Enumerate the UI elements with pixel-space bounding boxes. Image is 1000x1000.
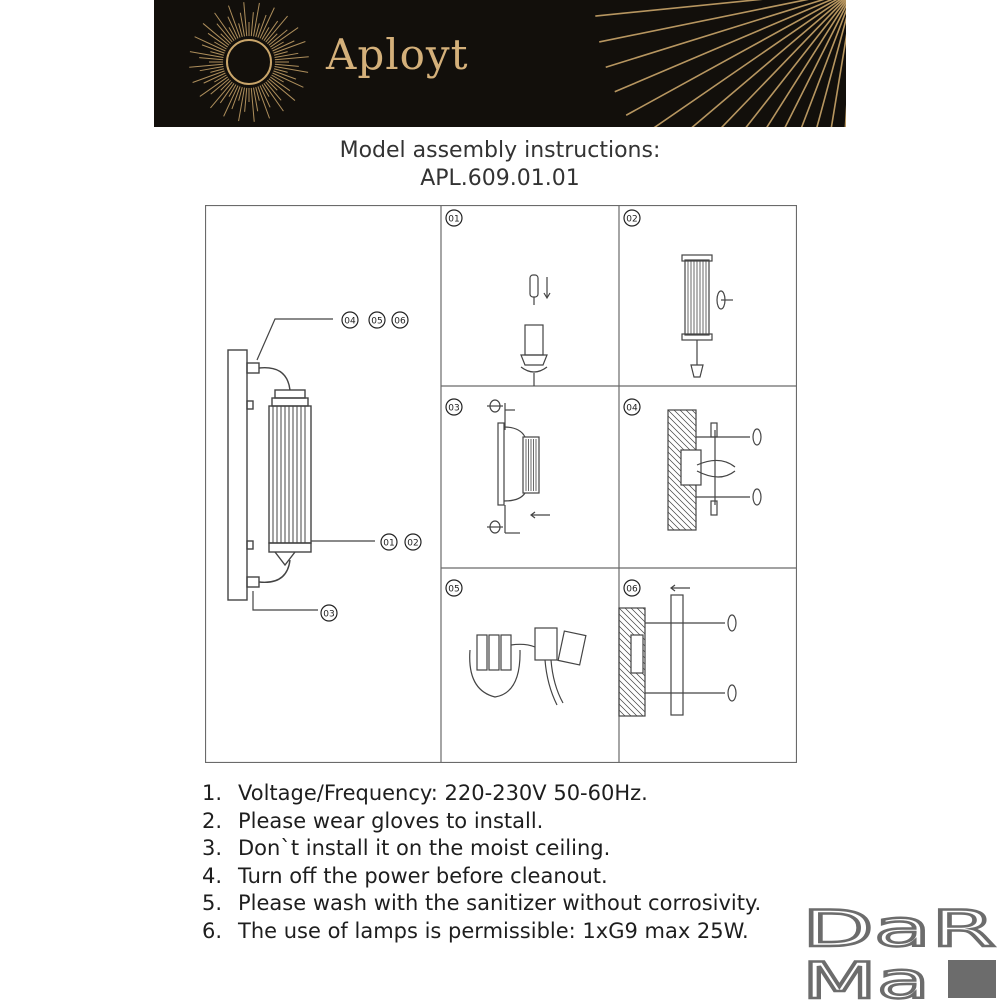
wall-hatch (668, 518, 680, 530)
callout-label: 04 (344, 316, 356, 327)
sun-ray (251, 88, 254, 122)
wall-hatch (686, 410, 696, 420)
corner-ray (761, 0, 846, 127)
instruction-item (202, 918, 761, 946)
step-number: 02 (626, 214, 638, 225)
sun-ray (264, 83, 284, 111)
callout-bottom (321, 605, 337, 621)
step-number: 05 (448, 584, 460, 595)
sun-ray (275, 64, 299, 66)
wall-hatch (668, 524, 674, 530)
sun-ray (244, 2, 247, 36)
instruction-item (202, 890, 761, 918)
callout-middle (381, 534, 421, 550)
wall-hatch (619, 704, 631, 716)
corner-ray (640, 0, 846, 127)
instructions-list (202, 780, 761, 945)
instruction-number: 6. (202, 918, 223, 943)
assembly-diagram (205, 205, 797, 763)
instruction-item (202, 780, 761, 808)
sunburst-decoration (154, 0, 846, 127)
sun-ray (254, 3, 260, 36)
wall-hatch (668, 500, 696, 528)
corner-ray (737, 0, 846, 127)
callout-label: 06 (394, 316, 406, 327)
instruction-item (202, 835, 761, 863)
watermark-logo (800, 900, 1000, 1000)
wall-hatch (668, 416, 696, 444)
instruction-number: 1. (202, 781, 223, 805)
step-04-drawing (668, 410, 761, 530)
wall-hatch (674, 410, 696, 432)
instruction-number: 3. (202, 836, 223, 860)
wall-hatch (619, 710, 625, 716)
callout-top (342, 312, 408, 328)
step-01-drawing (521, 275, 550, 386)
wall-hatch (668, 410, 696, 438)
sun-ray (215, 13, 235, 41)
instruction-number: 4. (202, 863, 223, 888)
wall-hatch (668, 482, 696, 510)
step-02-drawing (682, 255, 733, 377)
instruction-text: The use of lamps is permissible: 1xG9 max 25W. (238, 918, 749, 943)
sun-ray (245, 88, 247, 112)
wall-hatch (668, 506, 692, 530)
step-number: 03 (448, 403, 460, 414)
callout-label: 01 (383, 538, 395, 549)
instruction-item (202, 808, 761, 836)
corner-ray (693, 0, 846, 127)
step-number: 06 (626, 584, 638, 595)
wall-hatch (625, 608, 645, 628)
step-06-drawing (619, 585, 736, 716)
callout-label: 02 (407, 538, 419, 549)
wall-hatch (668, 422, 696, 450)
sun-ray (239, 88, 245, 121)
instruction-number: 5. (202, 891, 223, 915)
callout-label: 03 (323, 609, 335, 620)
document-title: Model assembly instructions: (339, 138, 661, 163)
diagram-frame (206, 206, 797, 763)
sun-ray (275, 57, 309, 60)
sun-ray (190, 52, 223, 58)
sun-ray (199, 58, 223, 60)
wall-hatch (668, 488, 696, 516)
step-05-drawing (470, 628, 586, 705)
instruction-text: Please wear gloves to install. (238, 808, 544, 833)
instruction-text: Don`t install it on the moist ceiling. (238, 836, 611, 860)
sun-ray (270, 28, 298, 48)
instruction-number: 2. (202, 808, 223, 833)
lamp-overview (228, 350, 311, 600)
instruction-text: Voltage/Frequency: 220-230V 50-60Hz. (238, 781, 648, 805)
instruction-text: Turn off the power before cleanout. (238, 863, 608, 888)
step-03-drawing (487, 400, 550, 533)
corner-ray (595, 0, 846, 16)
sun-ray (251, 12, 253, 36)
watermark-line1: DaR (802, 900, 996, 958)
watermark-square (948, 960, 996, 998)
step-number: 04 (626, 403, 638, 414)
brand-logo: Aployt (326, 30, 469, 79)
callout-label: 05 (371, 316, 383, 327)
wall-hatch (668, 494, 696, 522)
brand-banner (154, 0, 846, 127)
wall-hatch (619, 692, 643, 716)
step-number: 01 (448, 214, 460, 225)
model-number: APL.609.01.01 (420, 166, 580, 191)
callout-leaders (253, 316, 375, 610)
sun-ray (275, 67, 308, 73)
wall-hatch (631, 608, 645, 622)
instruction-text: Please wash with the sanitizer without corrosivity. (238, 891, 762, 915)
sun-ray (189, 64, 223, 67)
sun-ray (200, 77, 228, 97)
instruction-item (202, 863, 761, 891)
watermark-line2: Ma (802, 952, 930, 1000)
